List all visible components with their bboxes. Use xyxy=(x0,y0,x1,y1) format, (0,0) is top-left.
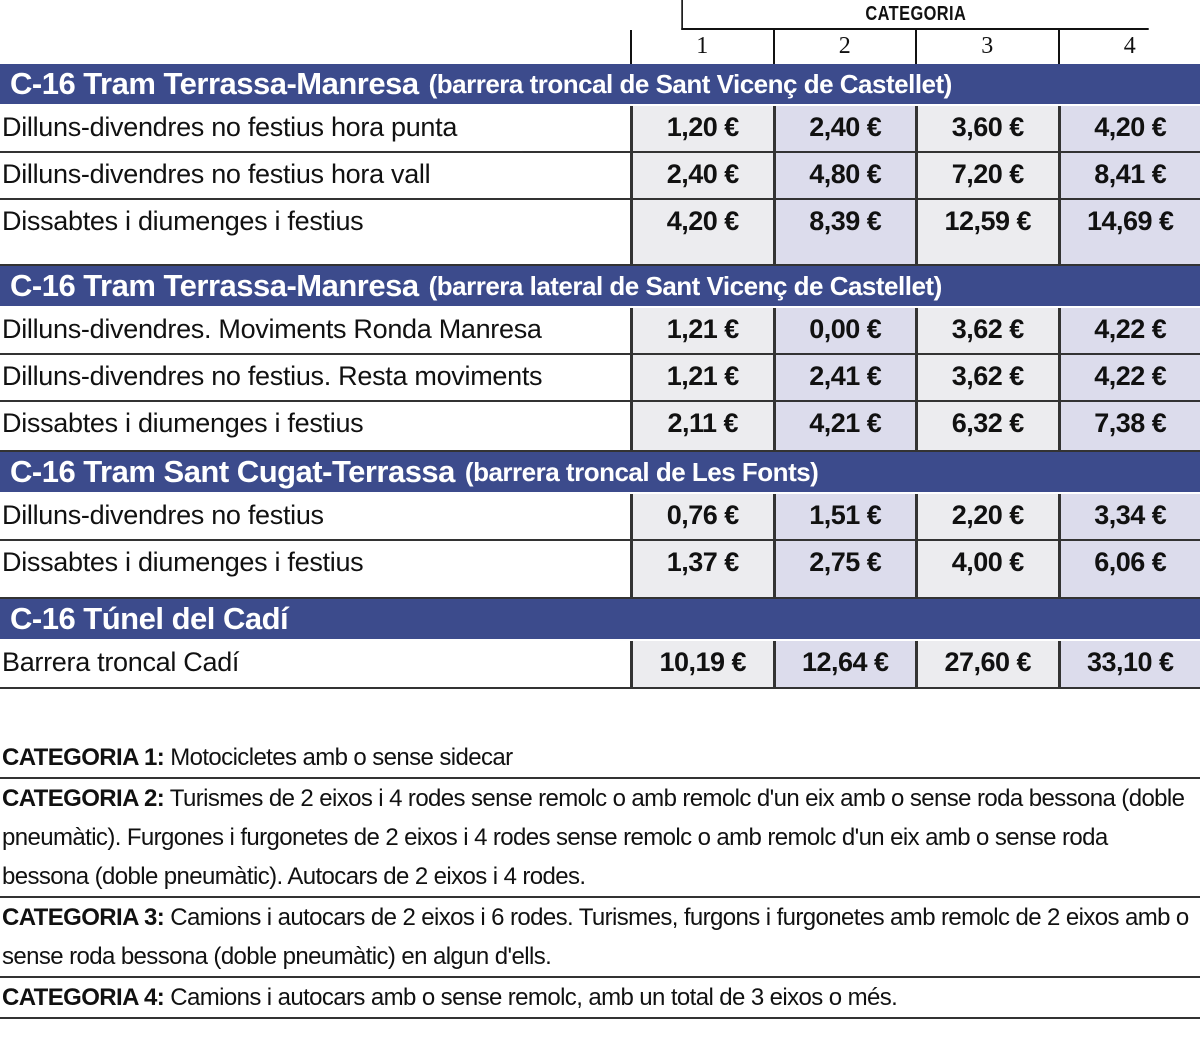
price-cell-category-4: 14,69 € xyxy=(1058,200,1200,264)
price-cell-category-3: 3,60 € xyxy=(915,106,1058,151)
category-number-1: 1 xyxy=(630,30,773,64)
price-cell-category-3: 12,59 € xyxy=(915,200,1058,264)
table-row xyxy=(0,308,1200,355)
category-header xyxy=(630,0,1200,64)
price-cell-category-2: 4,80 € xyxy=(773,153,916,198)
section-title: C-16 Tram Sant Cugat-Terrassa xyxy=(10,454,455,489)
price-cell-category-3: 27,60 € xyxy=(915,641,1058,687)
price-cell-category-1: 1,21 € xyxy=(630,355,773,400)
price-cell-category-4: 8,41 € xyxy=(1058,153,1200,198)
note-key: CATEGORIA 2: xyxy=(2,785,165,812)
price-cell-category-3: 6,32 € xyxy=(915,402,1058,450)
category-title: CATEGORIA xyxy=(681,0,1148,30)
price-cell-category-3: 3,62 € xyxy=(915,308,1058,353)
section-title: C-16 Túnel del Cadí xyxy=(10,601,289,636)
category-notes xyxy=(0,738,1200,1019)
row-label: Dilluns-divendres. Moviments Ronda Manresa xyxy=(2,314,542,344)
section-title: C-16 Tram Terrassa-Manresa xyxy=(10,66,419,101)
section-header xyxy=(0,266,1200,308)
section-subtitle: (barrera troncal de Les Fonts) xyxy=(464,456,819,487)
section-title: C-16 Tram Terrassa-Manresa xyxy=(10,268,419,303)
category-note-3 xyxy=(0,898,1200,978)
row-label: Barrera troncal Cadí xyxy=(2,647,240,677)
category-number-4: 4 xyxy=(1058,30,1200,64)
price-cell-category-3: 4,00 € xyxy=(915,541,1058,597)
category-numbers xyxy=(630,30,1200,64)
price-cell-category-2: 2,40 € xyxy=(773,106,916,151)
price-cell-category-4: 4,22 € xyxy=(1058,355,1200,400)
table-row xyxy=(0,494,1200,541)
table-row xyxy=(0,402,1200,452)
price-cell-category-1: 4,20 € xyxy=(630,200,773,264)
price-cell-category-2: 12,64 € xyxy=(773,641,916,687)
price-cell-category-2: 2,75 € xyxy=(773,541,916,597)
table-row xyxy=(0,153,1200,200)
toll-table xyxy=(0,64,1200,689)
note-text: Camions i autocars amb o sense remolc, amb un total de 3 eixos o més. xyxy=(170,984,898,1011)
price-cell-category-3: 2,20 € xyxy=(915,494,1058,539)
price-cell-category-4: 3,34 € xyxy=(1058,494,1200,539)
note-text: Turismes de 2 eixos i 4 rodes sense remolc o amb remolc d'un eix amb o sense roda bessona (doble pneumàtic). Furgones i furgonetes de 2 eixos i 4 rodes sense remolc o amb remolc d'un eix amb o sense roda bessona (doble pneumàtic). Autocars de 2 eixos i 4 rodes. xyxy=(2,785,1185,890)
category-note-1 xyxy=(0,738,1200,779)
price-cell-category-2: 8,39 € xyxy=(773,200,916,264)
category-number-3: 3 xyxy=(915,30,1058,64)
price-cell-category-4: 6,06 € xyxy=(1058,541,1200,597)
price-cell-category-1: 2,40 € xyxy=(630,153,773,198)
price-cell-category-4: 4,22 € xyxy=(1058,308,1200,353)
price-cell-category-3: 7,20 € xyxy=(915,153,1058,198)
row-label: Dissabtes i diumenges i festius xyxy=(2,547,364,577)
row-label: Dissabtes i diumenges i festius xyxy=(2,408,364,438)
note-text: Camions i autocars de 2 eixos i 6 rodes. Turismes, furgons i furgonetes amb remolc de 2 eixos amb o sense roda bessona (doble pneumàtic) en algun d'ells. xyxy=(2,904,1189,970)
price-cell-category-4: 7,38 € xyxy=(1058,402,1200,450)
price-cell-category-4: 4,20 € xyxy=(1058,106,1200,151)
note-text: Motocicletes amb o sense sidecar xyxy=(170,744,513,771)
table-row xyxy=(0,355,1200,402)
price-cell-category-1: 0,76 € xyxy=(630,494,773,539)
price-cell-category-1: 1,37 € xyxy=(630,541,773,597)
row-label: Dilluns-divendres no festius xyxy=(2,500,324,530)
note-key: CATEGORIA 1: xyxy=(2,744,165,771)
price-cell-category-2: 1,51 € xyxy=(773,494,916,539)
price-cell-category-1: 1,20 € xyxy=(630,106,773,151)
price-cell-category-3: 3,62 € xyxy=(915,355,1058,400)
table-row xyxy=(0,541,1200,599)
section-header xyxy=(0,452,1200,494)
price-cell-category-1: 1,21 € xyxy=(630,308,773,353)
price-cell-category-1: 10,19 € xyxy=(630,641,773,687)
note-key: CATEGORIA 3: xyxy=(2,904,165,931)
section-header xyxy=(0,599,1200,641)
category-note-2 xyxy=(0,779,1200,898)
price-cell-category-2: 0,00 € xyxy=(773,308,916,353)
price-cell-category-4: 33,10 € xyxy=(1058,641,1200,687)
category-note-4 xyxy=(0,978,1200,1019)
row-label: Dilluns-divendres no festius. Resta moviments xyxy=(2,361,543,391)
section-subtitle: (barrera lateral de Sant Vicenç de Castellet) xyxy=(428,270,942,301)
price-cell-category-2: 2,41 € xyxy=(773,355,916,400)
section-header xyxy=(0,64,1200,106)
section-subtitle: (barrera troncal de Sant Vicenç de Castellet) xyxy=(428,68,952,99)
note-key: CATEGORIA 4: xyxy=(2,984,165,1011)
price-cell-category-1: 2,11 € xyxy=(630,402,773,450)
row-label: Dilluns-divendres no festius hora vall xyxy=(2,159,431,189)
category-number-2: 2 xyxy=(773,30,916,64)
table-row xyxy=(0,641,1200,689)
row-label: Dissabtes i diumenges i festius xyxy=(2,206,364,236)
table-row xyxy=(0,106,1200,153)
row-label: Dilluns-divendres no festius hora punta xyxy=(2,112,458,142)
price-cell-category-2: 4,21 € xyxy=(773,402,916,450)
table-row xyxy=(0,200,1200,266)
